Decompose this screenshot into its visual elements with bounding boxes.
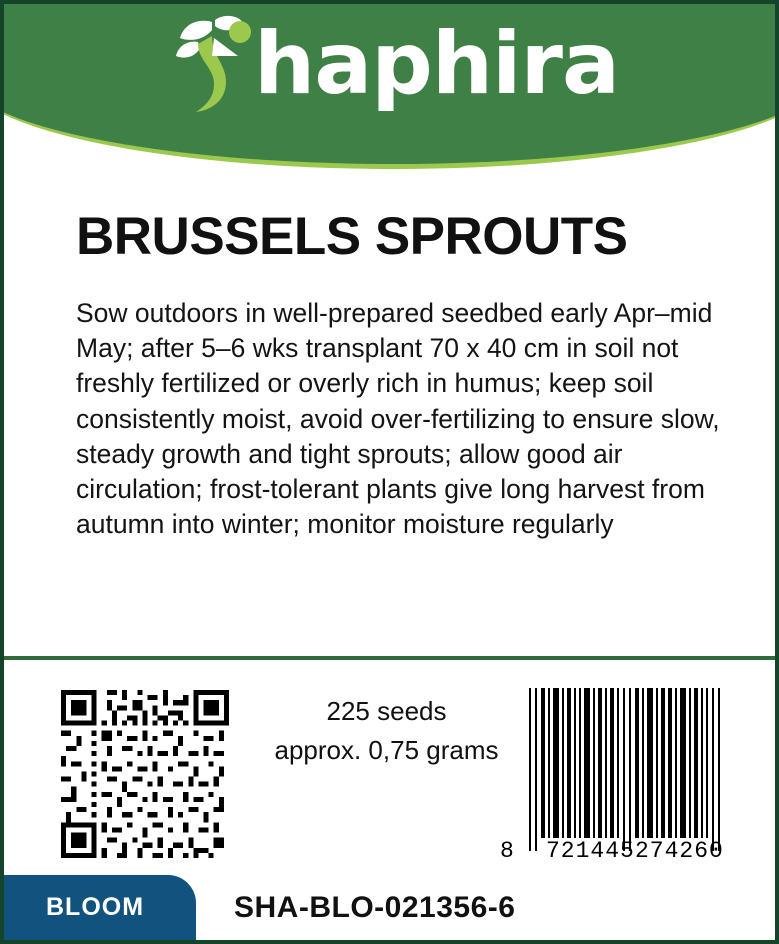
packet-info-row	[4, 676, 779, 871]
brand-header	[0, 0, 779, 169]
barcode-bars	[525, 688, 725, 838]
seed-count: 225 seeds	[326, 696, 447, 726]
barcode-lead-digit: 8	[500, 838, 515, 864]
barcode-right-digits: 274260	[635, 838, 724, 864]
label-footer	[4, 875, 779, 940]
product-title: BRUSSELS SPROUTS	[76, 207, 628, 266]
sku-code: SHA-BLO-021356-6	[234, 890, 516, 924]
category-badge: BLOOM	[4, 875, 196, 940]
barcode-left-digits: 721445	[546, 838, 635, 864]
brand	[168, 12, 619, 116]
section-divider	[4, 656, 779, 660]
barcode-icon	[500, 688, 725, 868]
leaf-sprout-icon	[168, 12, 260, 116]
brand-name: haphira	[254, 14, 619, 114]
barcode-number	[500, 838, 725, 866]
product-description: Sow outdoors in well-prepared seedbed early Apr–mid May; after 5–6 wks transplant 70 x 40 cm in soil not freshly fertilized or overly rich in humus; keep soil consistently moist, avoid over-fertilizing to ensure slow, steady growth and tight sprouts; allow good air circulation; frost-tolerant plants give long harvest from autumn into winter; monitor moisture regularly	[76, 298, 720, 540]
seed-weight: approx. 0,75 grams	[274, 735, 499, 765]
brand-lockup	[0, 4, 779, 124]
seed-quantity-info	[254, 692, 519, 770]
qr-code-icon	[61, 690, 229, 858]
